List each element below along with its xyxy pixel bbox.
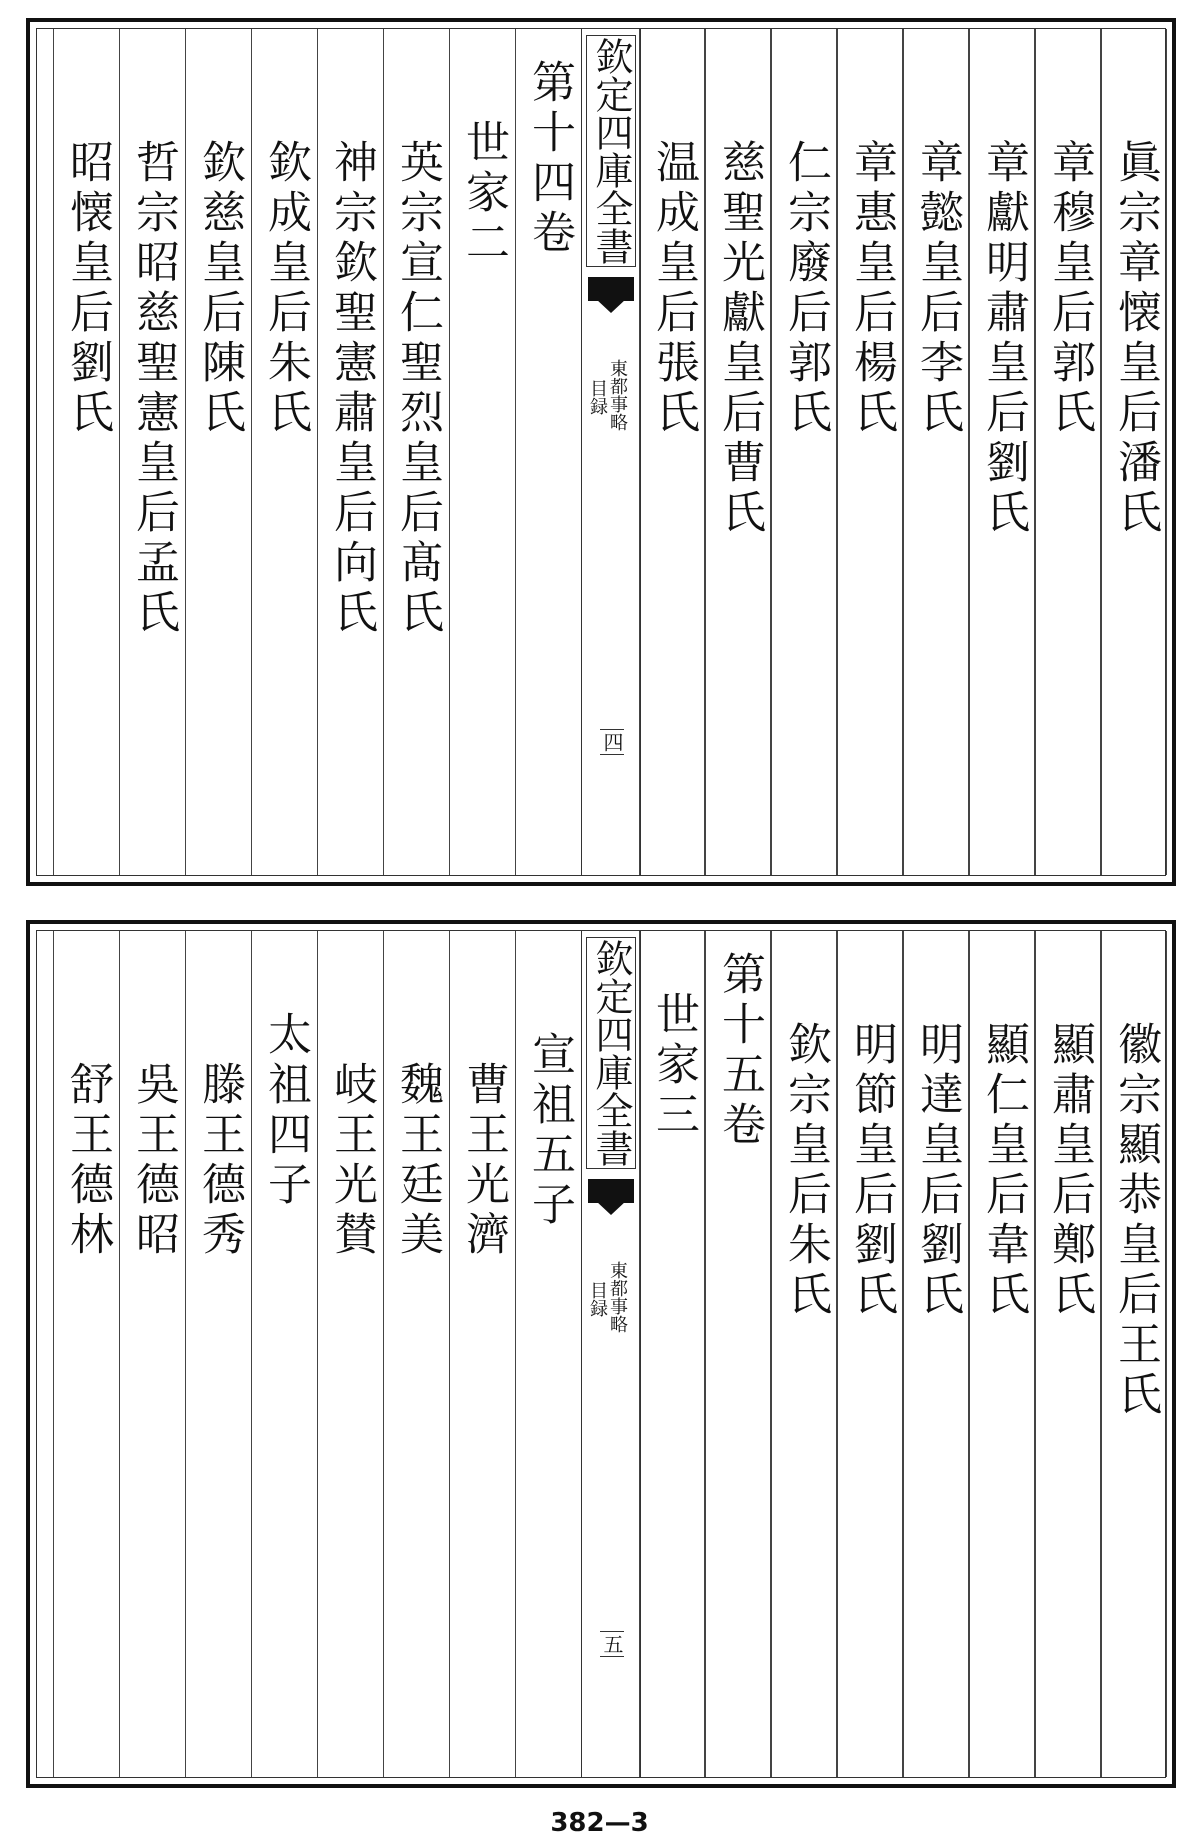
page-number: 五 <box>600 1631 624 1657</box>
top-col-r1 <box>1101 29 1167 875</box>
bottom-col-r8 <box>639 931 705 1777</box>
book-name: 東都事略 <box>607 1261 628 1333</box>
top-col-l1 <box>515 29 581 875</box>
column-text: 世家三 <box>648 991 699 1141</box>
bottom-col-r4 <box>903 931 969 1777</box>
bottom-col-l7 <box>119 931 185 1777</box>
column-text: 章穆皇后郭氏 <box>1044 139 1095 439</box>
fish-tail-icon <box>588 1179 634 1203</box>
column-text: 明達皇后劉氏 <box>912 1021 963 1321</box>
bottom-page <box>26 920 1176 1788</box>
column-text: 曹王光濟 <box>458 1061 509 1261</box>
top-col-r5 <box>837 29 903 875</box>
top-col-r6 <box>771 29 837 875</box>
column-text: 欽慈皇后陳氏 <box>194 139 245 439</box>
column-text: 章惠皇后楊氏 <box>846 139 897 439</box>
bottom-col-l5 <box>251 931 317 1777</box>
column-text: 慈聖光獻皇后曹氏 <box>714 139 765 539</box>
bottom-col-r6 <box>771 931 837 1777</box>
top-col-l7 <box>119 29 185 875</box>
column-text: 顯仁皇后韋氏 <box>978 1021 1029 1321</box>
top-col-l2 <box>449 29 515 875</box>
header-title: 欽定四庫全書 <box>586 35 636 267</box>
column-text: 欽成皇后朱氏 <box>260 139 311 439</box>
bottom-col-l8 <box>53 931 119 1777</box>
column-text: 世家二 <box>458 119 509 269</box>
column-text: 滕王德秀 <box>194 1061 245 1261</box>
top-col-r8 <box>639 29 705 875</box>
column-text: 昭懐皇后劉氏 <box>62 139 113 439</box>
bottom-col-l2 <box>449 931 515 1777</box>
column-text: 魏王廷美 <box>392 1061 443 1261</box>
column-text: 章獻明肅皇后劉氏 <box>978 139 1029 539</box>
top-center-fold <box>581 29 641 875</box>
column-text: 第十五卷 <box>714 951 765 1151</box>
page-number: 四 <box>600 729 624 755</box>
column-text: 顯肅皇后鄭氏 <box>1044 1021 1095 1321</box>
top-col-l5 <box>251 29 317 875</box>
column-text: 仁宗廢后郭氏 <box>780 139 831 439</box>
section-name: 目録 <box>587 379 608 415</box>
column-text: 神宗欽聖憲肅皇后向氏 <box>326 139 377 639</box>
bottom-col-l6 <box>185 931 251 1777</box>
header-title: 欽定四庫全書 <box>586 937 636 1169</box>
column-text: 徽宗顯恭皇后王氏 <box>1110 1021 1161 1421</box>
top-page-frame <box>36 28 1166 876</box>
column-text: 宣祖五子 <box>524 1031 575 1231</box>
top-col-r7 <box>705 29 771 875</box>
column-text: 章懿皇后李氏 <box>912 139 963 439</box>
top-col-r2 <box>1035 29 1101 875</box>
top-col-l8 <box>53 29 119 875</box>
top-col-r4 <box>903 29 969 875</box>
bottom-col-l4 <box>317 931 383 1777</box>
bottom-col-r1 <box>1101 931 1167 1777</box>
section-name: 目録 <box>587 1281 608 1317</box>
bottom-col-r2 <box>1035 931 1101 1777</box>
column-text: 眞宗章懐皇后潘氏 <box>1110 139 1161 539</box>
bottom-col-l3 <box>383 931 449 1777</box>
top-col-l4 <box>317 29 383 875</box>
column-text: 舒王德林 <box>62 1061 113 1261</box>
fish-tail-icon <box>588 277 634 301</box>
column-text: 太祖四子 <box>260 1011 311 1211</box>
column-text: 第十四卷 <box>524 59 575 259</box>
book-name: 東都事略 <box>607 359 628 431</box>
column-text: 温成皇后張氏 <box>648 139 699 439</box>
column-text: 英宗宣仁聖烈皇后髙氏 <box>392 139 443 639</box>
column-text: 明節皇后劉氏 <box>846 1021 897 1321</box>
footer-page-label: 382—3 <box>550 1808 649 1838</box>
bottom-col-l1 <box>515 931 581 1777</box>
bottom-col-r5 <box>837 931 903 1777</box>
bottom-page-frame <box>36 930 1166 1778</box>
bottom-col-r3 <box>969 931 1035 1777</box>
column-text: 岐王光賛 <box>326 1061 377 1261</box>
bottom-center-fold <box>581 931 641 1777</box>
column-text: 哲宗昭慈聖憲皇后孟氏 <box>128 139 179 639</box>
column-text: 欽宗皇后朱氏 <box>780 1021 831 1321</box>
top-page <box>26 18 1176 886</box>
top-col-l6 <box>185 29 251 875</box>
top-col-l3 <box>383 29 449 875</box>
bottom-col-r7 <box>705 931 771 1777</box>
top-col-r3 <box>969 29 1035 875</box>
column-text: 吳王德昭 <box>128 1061 179 1261</box>
